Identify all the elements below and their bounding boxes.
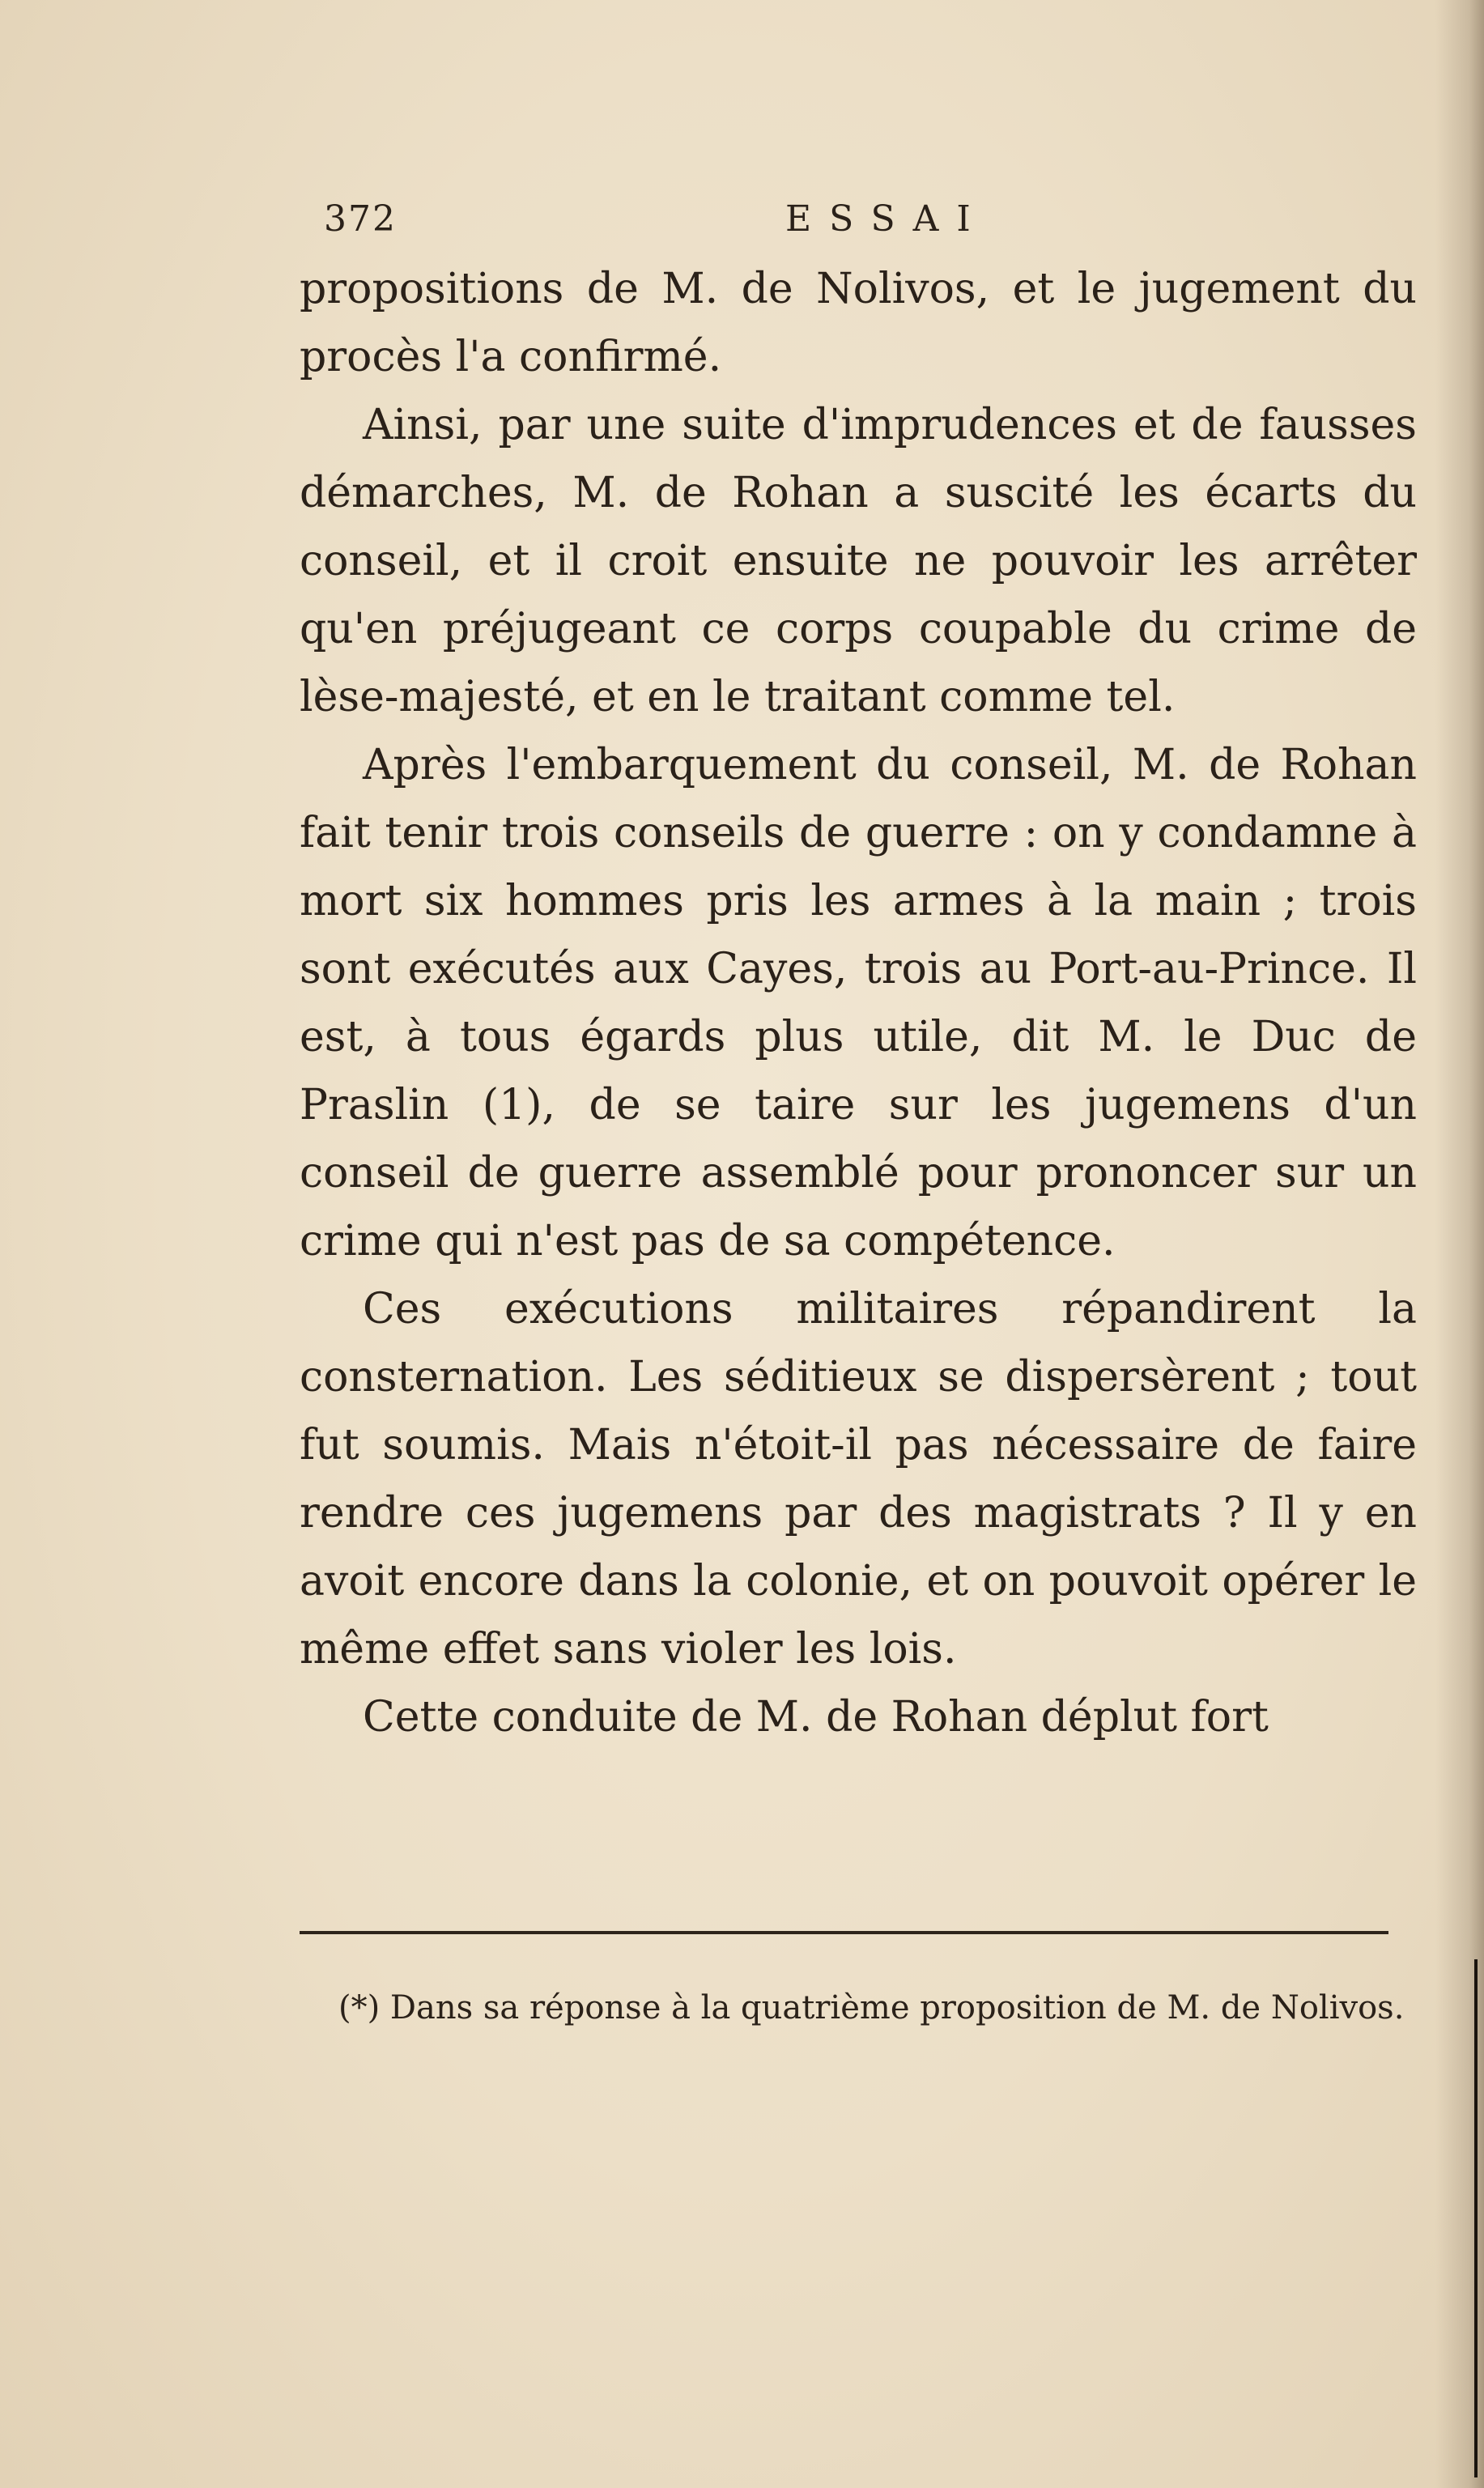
page-body bbox=[300, 198, 1417, 1751]
paragraph: Ces exécutions militaires répandirent la consternation. Les séditieux se dispersèrent ; tout fut soumis. Mais n'étoit-il pas nécessaire de faire rendre ces jugemens par des magistrats ? Il y en avoit encore dans la colonie, et on pouvoit opérer le même effet sans violer les lois. bbox=[300, 1285, 1417, 1674]
running-header bbox=[300, 198, 1417, 255]
paragraph: Après l'embarquement du conseil, M. de Rohan fait tenir trois conseils de guerre : on y condamne à mort six hommes pris les armes à la main ; trois sont exécutés aux Cayes, trois au Port-au-Prince. Il est, à tous égards plus utile, dit M. le Duc de Praslin (1), de se taire sur les jugemens d'un conseil de guerre assemblé pour prononcer sur un crime qui n'est pas de sa compétence. bbox=[300, 741, 1417, 1265]
paragraph-continuation: propositions de M. de Nolivos, et le jugement du procès l'a confirmé. bbox=[300, 265, 1417, 381]
footnote: (*) Dans sa réponse à la quatrième proposition de M. de Nolivos. bbox=[338, 1989, 1405, 2027]
page-edge-line bbox=[1474, 1959, 1478, 2477]
paragraph: Cette conduite de M. de Rohan déplut fort bbox=[363, 1693, 1269, 1742]
paragraph: Ainsi, par une suite d'imprudences et de fausses démarches, M. de Rohan a suscité les écarts du conseil, et il croit ensuite ne pouvoir les arrêter qu'en préjugeant ce corps coupable du crime de lèse-majesté, et en le traitant comme tel. bbox=[300, 401, 1417, 721]
page-number: 372 bbox=[324, 198, 397, 240]
running-title: ESSAI bbox=[785, 198, 989, 240]
footnote-rule bbox=[300, 1931, 1388, 1934]
